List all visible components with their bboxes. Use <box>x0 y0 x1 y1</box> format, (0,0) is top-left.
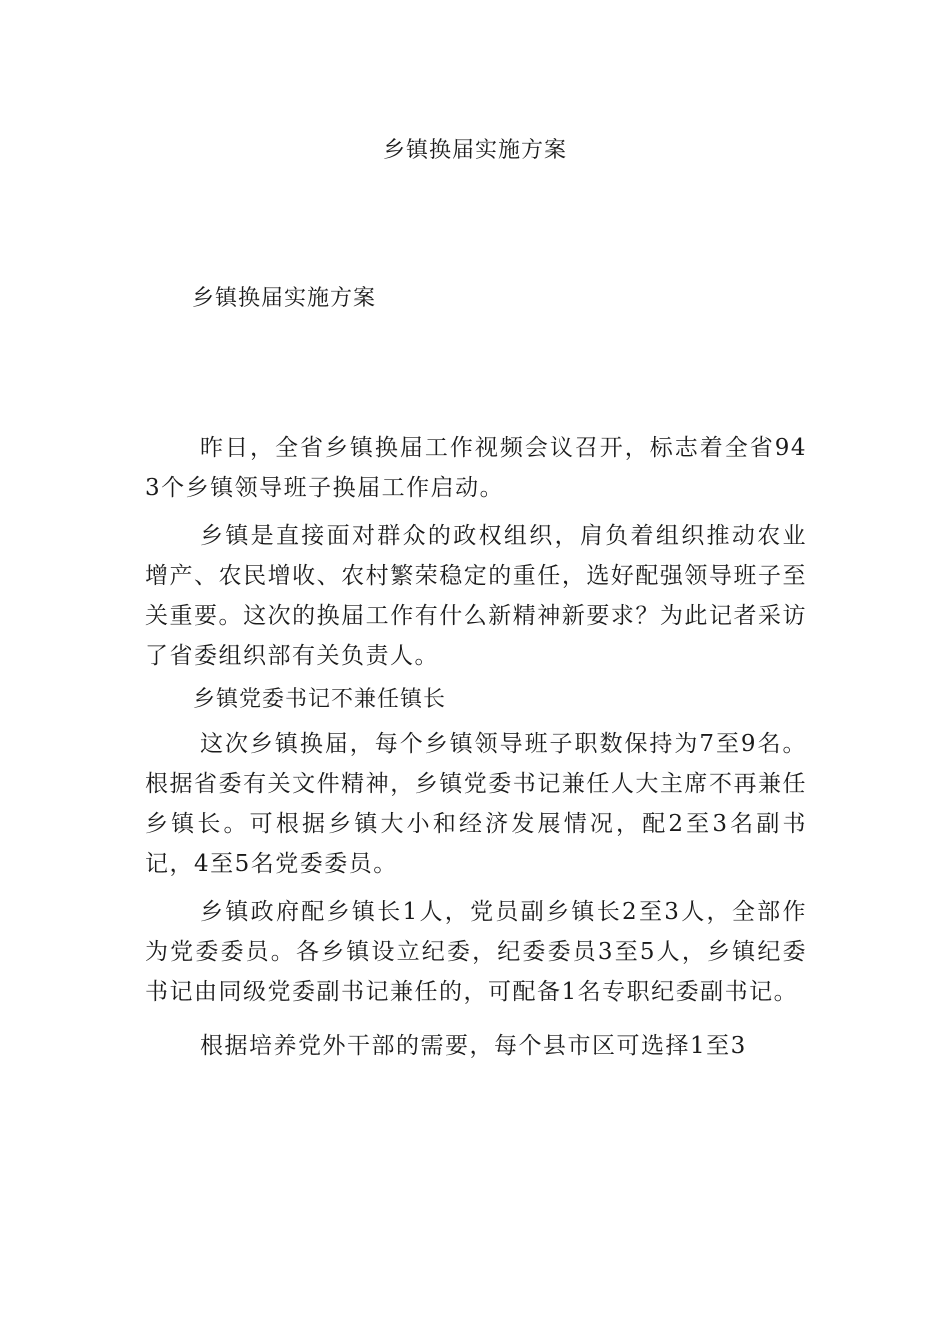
section-heading: 乡镇党委书记不兼任镇长 <box>193 687 447 712</box>
paragraph-non-party: 根据培养党外干部的需要，每个县市区可选择1至3 <box>200 1033 747 1059</box>
document-title: 乡镇换届实施方案 <box>382 138 567 163</box>
document-body <box>145 428 807 1066</box>
paragraph-leadership: 这次乡镇换届，每个乡镇领导班子职数保持为7至9名。根据省委有关文件精神，乡镇党委书记兼任人大主席不再兼任乡镇长。可根据乡镇大小和经济发展情况，配2至3名副书记，4至5名党委委员。 <box>145 731 807 877</box>
paragraph-government: 乡镇政府配乡镇长1人，党员副乡镇长2至3人，全部作为党委委员。各乡镇设立纪委，纪委委员3至5人，乡镇纪委书记由同级党委副书记兼任的，可配备1名专职纪委副书记。 <box>145 899 807 1005</box>
document-subtitle: 乡镇换届实施方案 <box>192 286 377 311</box>
paragraph-background: 乡镇是直接面对群众的政权组织，肩负着组织推动农业增产、农民增收、农村繁荣稳定的重任，选好配强领导班子至关重要。这次的换届工作有什么新精神新要求？为此记者采访了省委组织部有关负责人。 <box>145 523 807 669</box>
paragraph-intro: 昨日，全省乡镇换届工作视频会议召开，标志着全省943个乡镇领导班子换届工作启动。 <box>145 435 807 501</box>
